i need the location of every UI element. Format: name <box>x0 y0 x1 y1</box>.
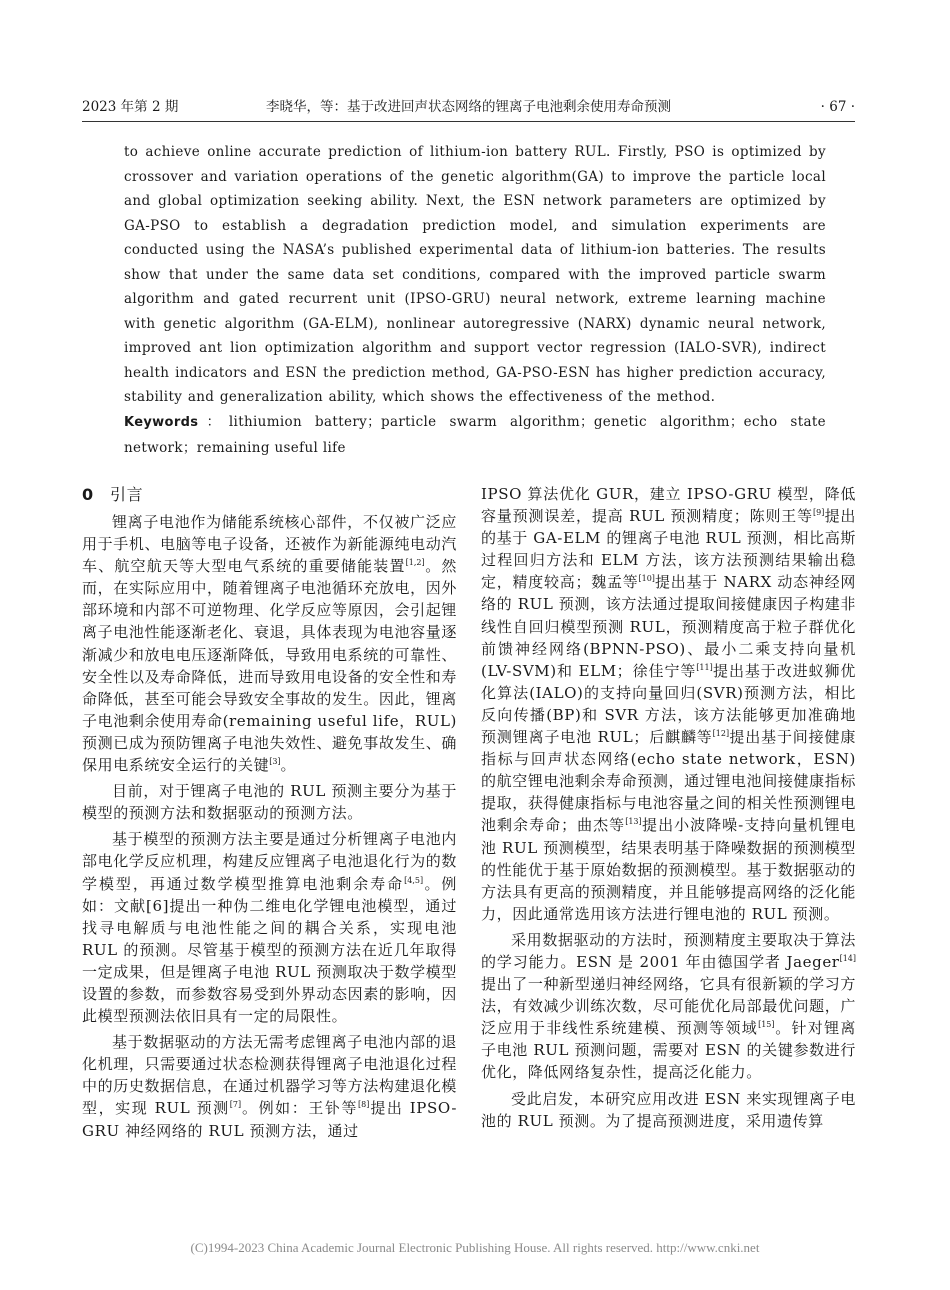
running-header <box>82 96 855 118</box>
text-run: 锂离子电池作为储能系统核心部件，不仅被广泛应用于手机、电脑等电子设备，还被作为新能源纯电动汽车、航空航天等大型电气系统的重要储能装置 <box>82 513 457 576</box>
section-number: 0 <box>82 485 94 504</box>
citation: [8] <box>358 1100 370 1110</box>
citation: [15] <box>758 1020 775 1030</box>
text-run: 提出小波降噪-支持向量机锂电池 RUL 预测模型，结果表明基于降噪数据的预测模型的性能优于基于原始数据的预测模型。基于数据驱动的方法具有更高的预测精度，并且能够提高网络的泛化能力，因此通常选用该方法进行锂电池的 RUL 预测。 <box>481 816 856 923</box>
text-run: 。 <box>280 756 297 775</box>
abstract-text: to achieve online accurate prediction of lithium-ion battery RUL. Firstly, PSO is optimized by crossover and variation operations of the genetic algorithm(GA) to improve the particle local and global optimization seeking ability. Next, the ESN network parameters are optimized by GA-PSO to establish a degradation prediction model, and simulation experiments are conducted using the NASA’s published experimental data of lithium-ion batteries. The results show that under the same data set conditions, compared with the improved particle swarm algorithm and gated recurrent unit (IPSO-GRU) neural network, extreme learning machine with genetic algorithm (GA-ELM), nonlinear autoregressive (NARX) dynamic neural network, improved ant lion optimization algorithm and support vector regression (IALO-SVR), indirect health indicators and ESN the prediction method, GA-PSO-ESN has higher prediction accuracy, stability and generalization ability, which shows the effectiveness of the method. <box>124 144 826 405</box>
paragraph: 目前，对于锂离子电池的 RUL 预测主要分为基于模型的预测方法和数据驱动的预测方法。 <box>82 782 457 823</box>
citation: [13] <box>625 817 642 827</box>
paragraph: 受此启发，本研究应用改进 ESN 来实现锂离子电池的 RUL 预测。为了提高预测进度，采用遗传算 <box>481 1089 856 1130</box>
paragraph <box>481 483 856 925</box>
citation: [11] <box>696 662 713 672</box>
running-title: 李晓华，等：基于改进回声状态网络的锂离子电池剩余使用寿命预测 <box>266 99 671 115</box>
keywords-text: ：lithiumion battery；particle swarm algorithm；genetic algorithm；echo state network；remaining useful life <box>124 414 826 456</box>
text-run: 。例如：文献[6]提出一种伪二维电化学锂电池模型，通过找寻电解质与电池性能之间的耦合关系，实现电池 RUL 的预测。尽管基于模型的预测方法在近几年取得一定成果，但是锂离子电池 RUL 预测取决于数学模型设置的参数，而参数容易受到外界动态因素的影响，因此模型预测法依旧具有一定的局限性。 <box>82 874 458 1026</box>
right-column <box>481 483 856 1136</box>
text-run: 。针对锂离子电池 RUL 预测问题，需要对 ESN 的关键参数进行优化，降低网络复杂性，提高泛化能力。 <box>481 1019 856 1082</box>
text-run: 基于数据驱动的方法无需考虑锂离子电池内部的退化机理，只需要通过状态检测获得锂离子电池退化过程中的历史数据信息，在通过机器学习等方法构建退化模型，实现 RUL 预测 <box>82 1033 457 1118</box>
citation: [10] <box>638 574 655 584</box>
citation: [1,2] <box>405 558 425 568</box>
text-run: 提出的基于 GA-ELM 的锂离子电池 RUL 预测，相比高斯过程回归方法和 ELM 方法，该方法预测结果输出稳定，精度较高；魏孟等 <box>481 507 857 592</box>
text-run: 采用数据驱动的方法时，预测精度主要取决于算法的学习能力。ESN 是 2001 年由德国学者 Jaeger <box>481 930 856 971</box>
page-number: · 67 · <box>820 99 855 115</box>
text-run: 提出了一种新型递归神经网络，它具有很新颖的学习方法，有效减少训练次数，尽可能优化局部最优问题，广泛应用于非线性系统建模、预测等领域 <box>481 975 856 1038</box>
citation: [7] <box>229 1100 242 1110</box>
left-column <box>82 483 457 1146</box>
citation: [4,5] <box>404 875 424 885</box>
citation: [3] <box>269 757 281 767</box>
section-title: 引言 <box>110 485 144 504</box>
text-run: 基于模型的预测方法主要是通过分析锂离子电池内部电化学反应机理，构建反应锂离子电池退化行为的数学模型，再通过数学模型推算电池剩余寿命 <box>82 830 457 893</box>
keywords <box>124 410 826 460</box>
text-run: 。例如：王钋等 <box>241 1099 359 1118</box>
paragraph <box>82 1031 457 1141</box>
citation: [14] <box>839 953 856 963</box>
copyright-footer: (C)1994-2023 China Academic Journal Electronic Publishing House. All rights reserved. http://www.cnki.net <box>190 1240 760 1255</box>
text-run: 提出基于 NARX 动态神经网络的 RUL 预测，该方法通过提取间接健康因子构建非线性自回归模型预测 RUL，预测精度高于粒子群优化前馈神经网络(BPNN-PSO)、最小二乘支持向量机(LV-SVM)和 ELM；徐佳宁等 <box>481 573 856 680</box>
journal-issue: 2023 年第 2 期 <box>82 99 179 115</box>
citation: [12] <box>712 729 730 739</box>
paragraph <box>481 929 856 1084</box>
text-run: 提出基于间接健康指标与回声状态网络(echo state network，ESN)的航空锂电池剩余寿命预测，通过锂电池间接健康指标提取，获得健康指标与电池容量之间的相关性预测锂电池剩余寿命；曲杰等 <box>481 728 856 835</box>
paragraph <box>82 511 457 776</box>
text-run: IPSO 算法优化 GUR，建立 IPSO-GRU 模型，降低容量预测误差，提高 RUL 预测精度；陈则王等 <box>481 485 856 526</box>
section-heading <box>82 483 457 507</box>
keywords-label: Keywords <box>124 415 199 430</box>
paragraph <box>82 828 457 1027</box>
text-run: 。然而，在实际应用中，随着锂离子电池循环充放电，因外部环境和内部不可逆物理、化学反应等原因，会引起锂离子电池性能逐渐老化、衰退，具体表现为电池容量逐渐减少和放电电压逐渐降低，导致用电系统的可靠性、安全性以及寿命降低，进而导致用电设备的安全性和寿命降低，甚至可能会导致安全事故的发生。因此，锂离子电池剩余使用寿命(remaining useful life，RUL)预测已成为预防锂离子电池失效性、避免事故发生、确保用电系统安全运行的关键 <box>82 557 457 775</box>
citation: [9] <box>812 508 825 518</box>
header-rule <box>82 121 855 122</box>
text-run: 提出 IPSO-GRU 神经网络的 RUL 预测方法，通过 <box>82 1099 457 1140</box>
text-run: 提出基于改进蚁狮优化算法(IALO)的支持向量回归(SVR)预测方法，相比反向传播(BP)和 SVR 方法，该方法能够更加准确地预测锂离子电池 RUL；后麒麟等 <box>481 661 856 747</box>
